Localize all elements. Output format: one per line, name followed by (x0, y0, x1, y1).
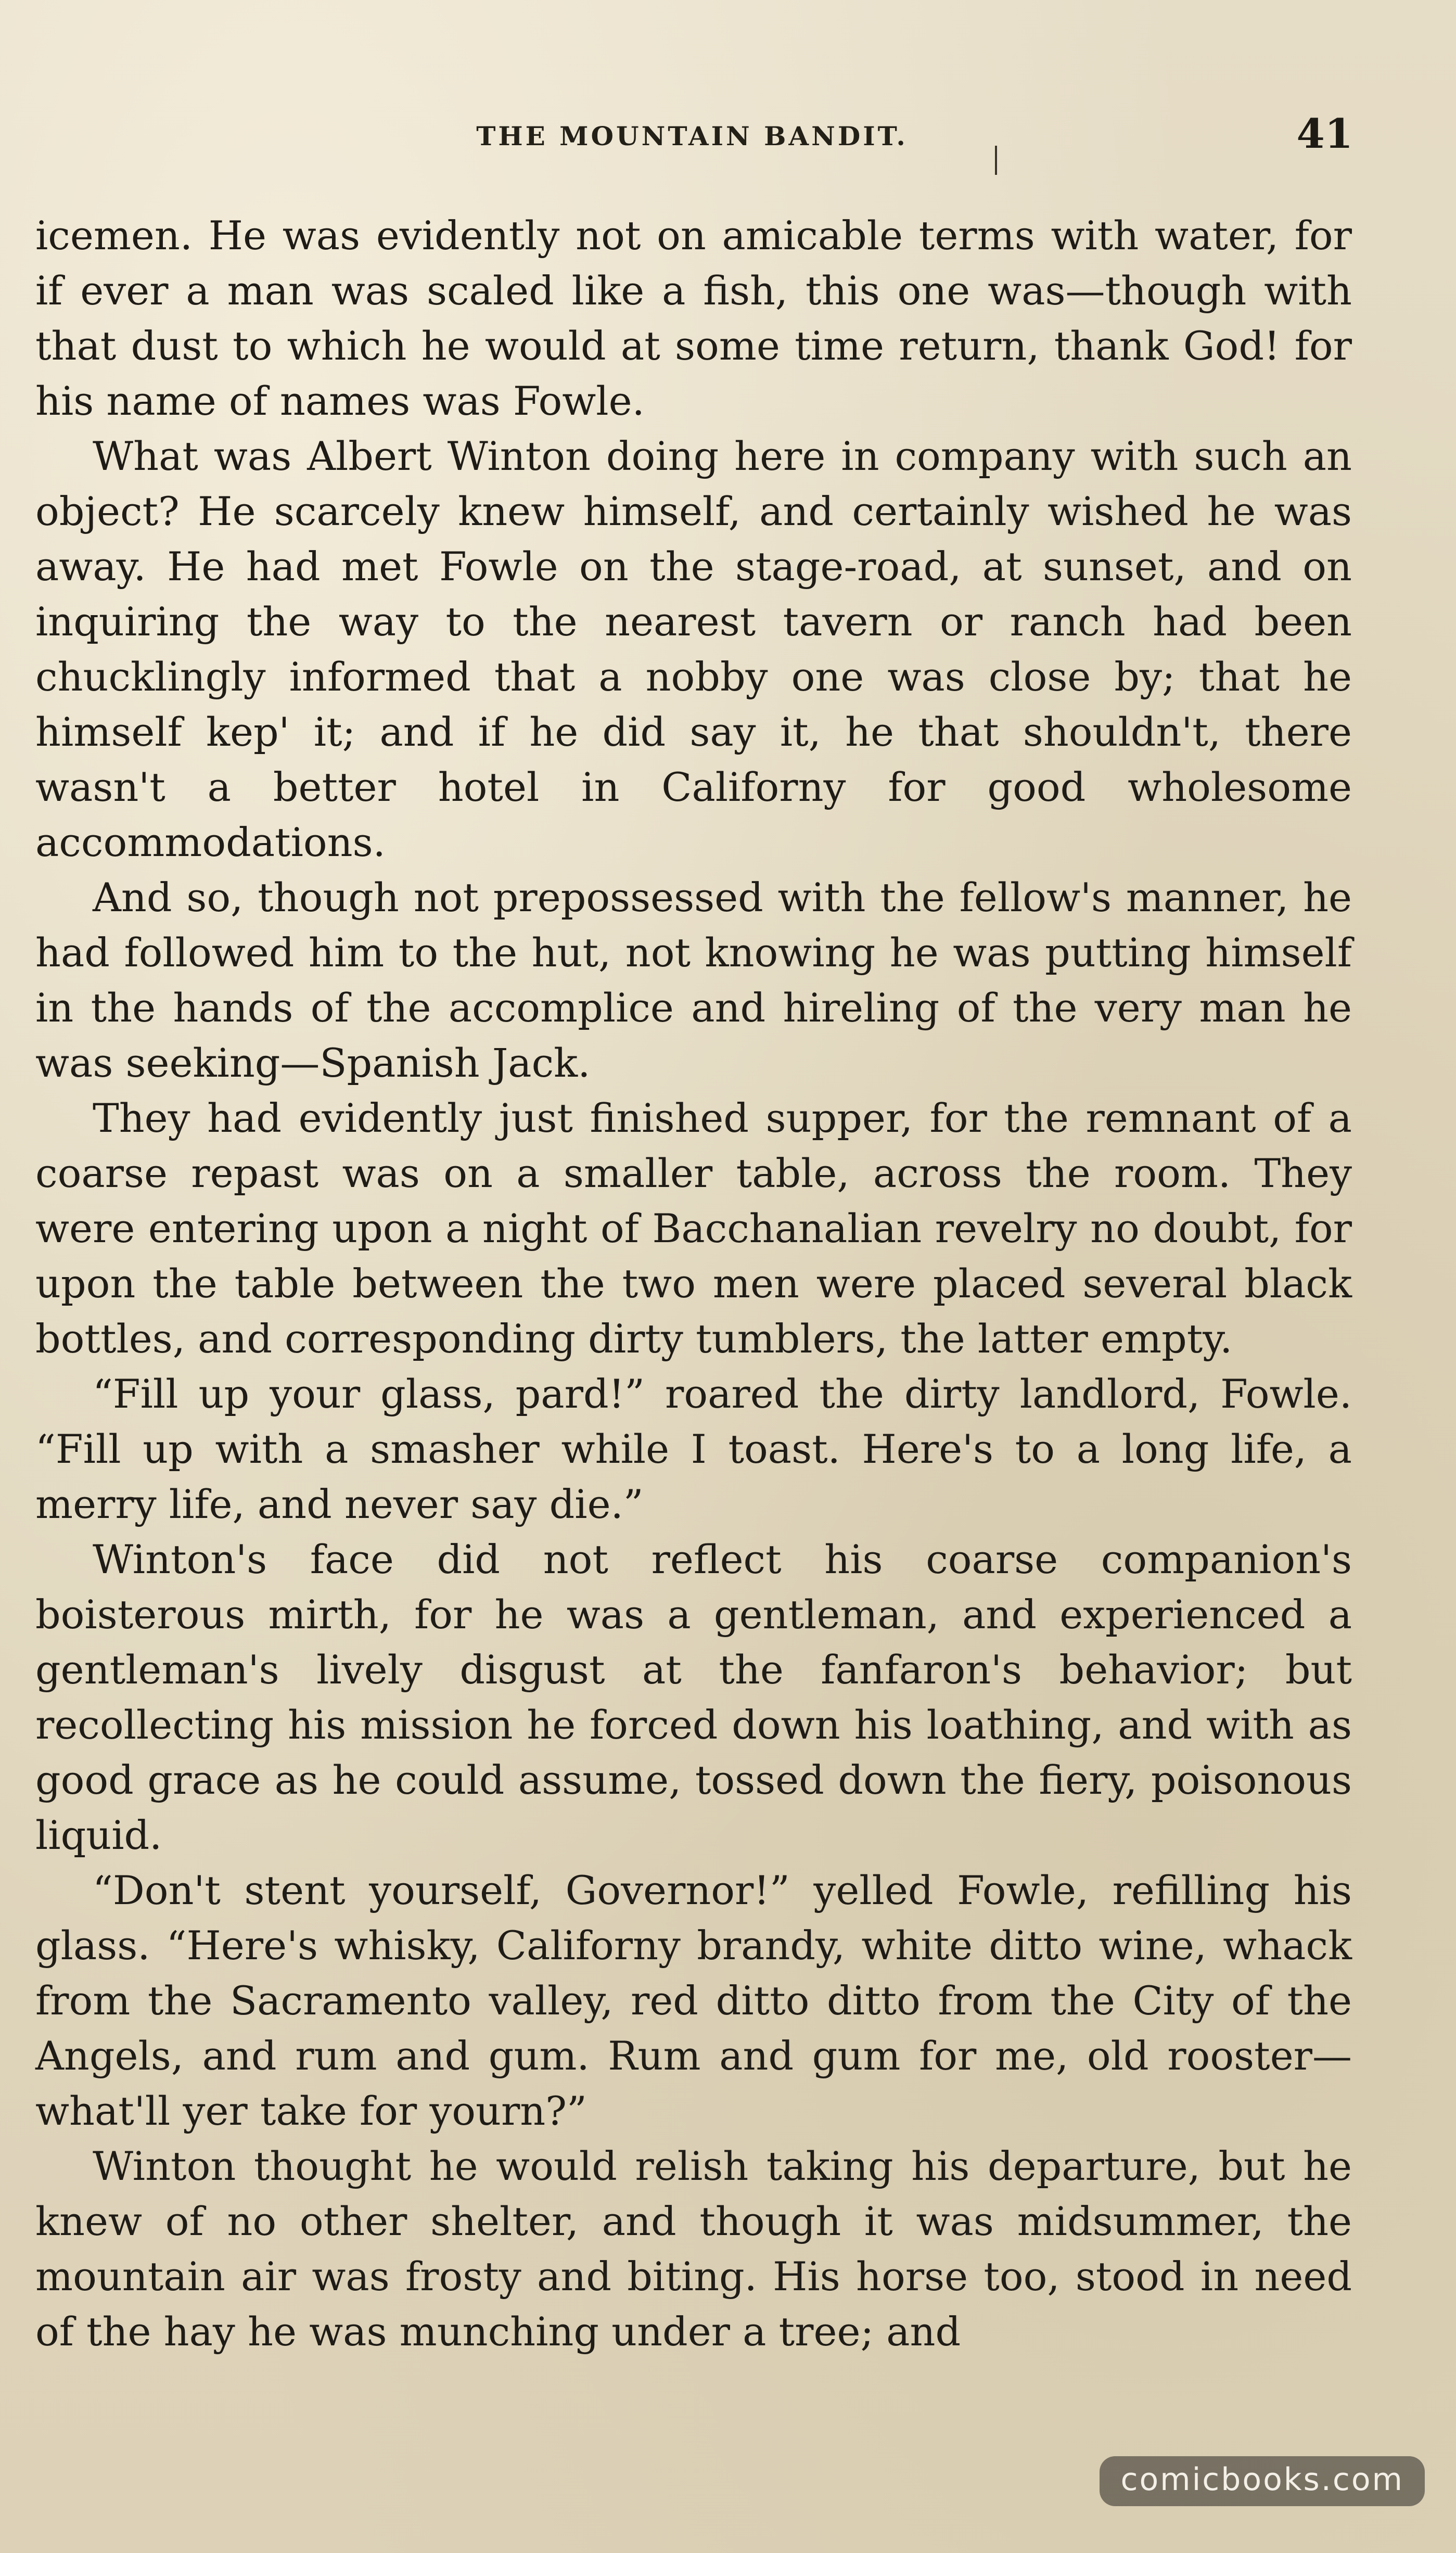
paragraph-continuation: icemen. He was evidently not on amicable terms with water, for if ever a man was scaled like a fish, this one was—though with that dust to which he would at some time return, thank God! for his name of names was Fowle. (35, 212, 1352, 424)
paragraph: Winton thought he would relish taking his departure, but he knew of no other shelter, and though it was midsummer, the mountain air was frosty and biting. His horse too, stood in need of the hay he was munching under a tree; and (35, 2143, 1352, 2355)
print-mark (995, 146, 997, 175)
running-title: THE MOUNTAIN BANDIT. (476, 121, 908, 151)
running-head (31, 110, 1353, 158)
page-number: 41 (1296, 110, 1353, 158)
paragraph: “Don't stent yourself, Governor!” yelled Fowle, refilling his glass. “Here's whisky, Californy brandy, white ditto wine, whack from the Sacramento valley, red ditto ditto from the City of the Angels, and rum and gum. Rum and gum for me, old rooster—what'll yer take for yourn?” (35, 1867, 1352, 2134)
watermark: comicbooks.com (1100, 2456, 1425, 2506)
paragraph: What was Albert Winton doing here in company with such an object? He scarcely knew himself, and certainly wished he was away. He had met Fowle on the stage-road, at sunset, and on inquiring the way to the nearest tavern or ranch had been chucklingly informed that a nobby one was close by; that he himself kep' it; and if he did say it, he that shouldn't, there wasn't a better hotel in Californy for good wholesome accommodations. (35, 433, 1352, 865)
paragraph: They had evidently just finished supper, for the remnant of a coarse repast was on a smaller table, across the room. They were entering upon a night of Bacchanalian revelry no doubt, for upon the table between the two men were placed several black bottles, and corresponding dirty tumblers, the latter empty. (35, 1095, 1352, 1362)
paragraph: “Fill up your glass, pard!” roared the dirty landlord, Fowle. “Fill up with a smasher while I toast. Here's to a long life, a merry life, and never say die.” (35, 1371, 1352, 1527)
paragraph: Winton's face did not reflect his coarse companion's boisterous mirth, for he was a gentleman, and experienced a gentleman's lively disgust at the fanfaron's behavior; but recollecting his mission he forced down his loathing, and with as good grace as he could assume, tossed down the fiery, poisonous liquid. (35, 1536, 1352, 1858)
paragraph: And so, though not prepossessed with the fellow's manner, he had followed him to the hut, not knowing he was putting himself in the hands of the accomplice and hireling of the very man he was seeking—Spanish Jack. (35, 874, 1352, 1086)
body-text (35, 208, 1352, 2359)
